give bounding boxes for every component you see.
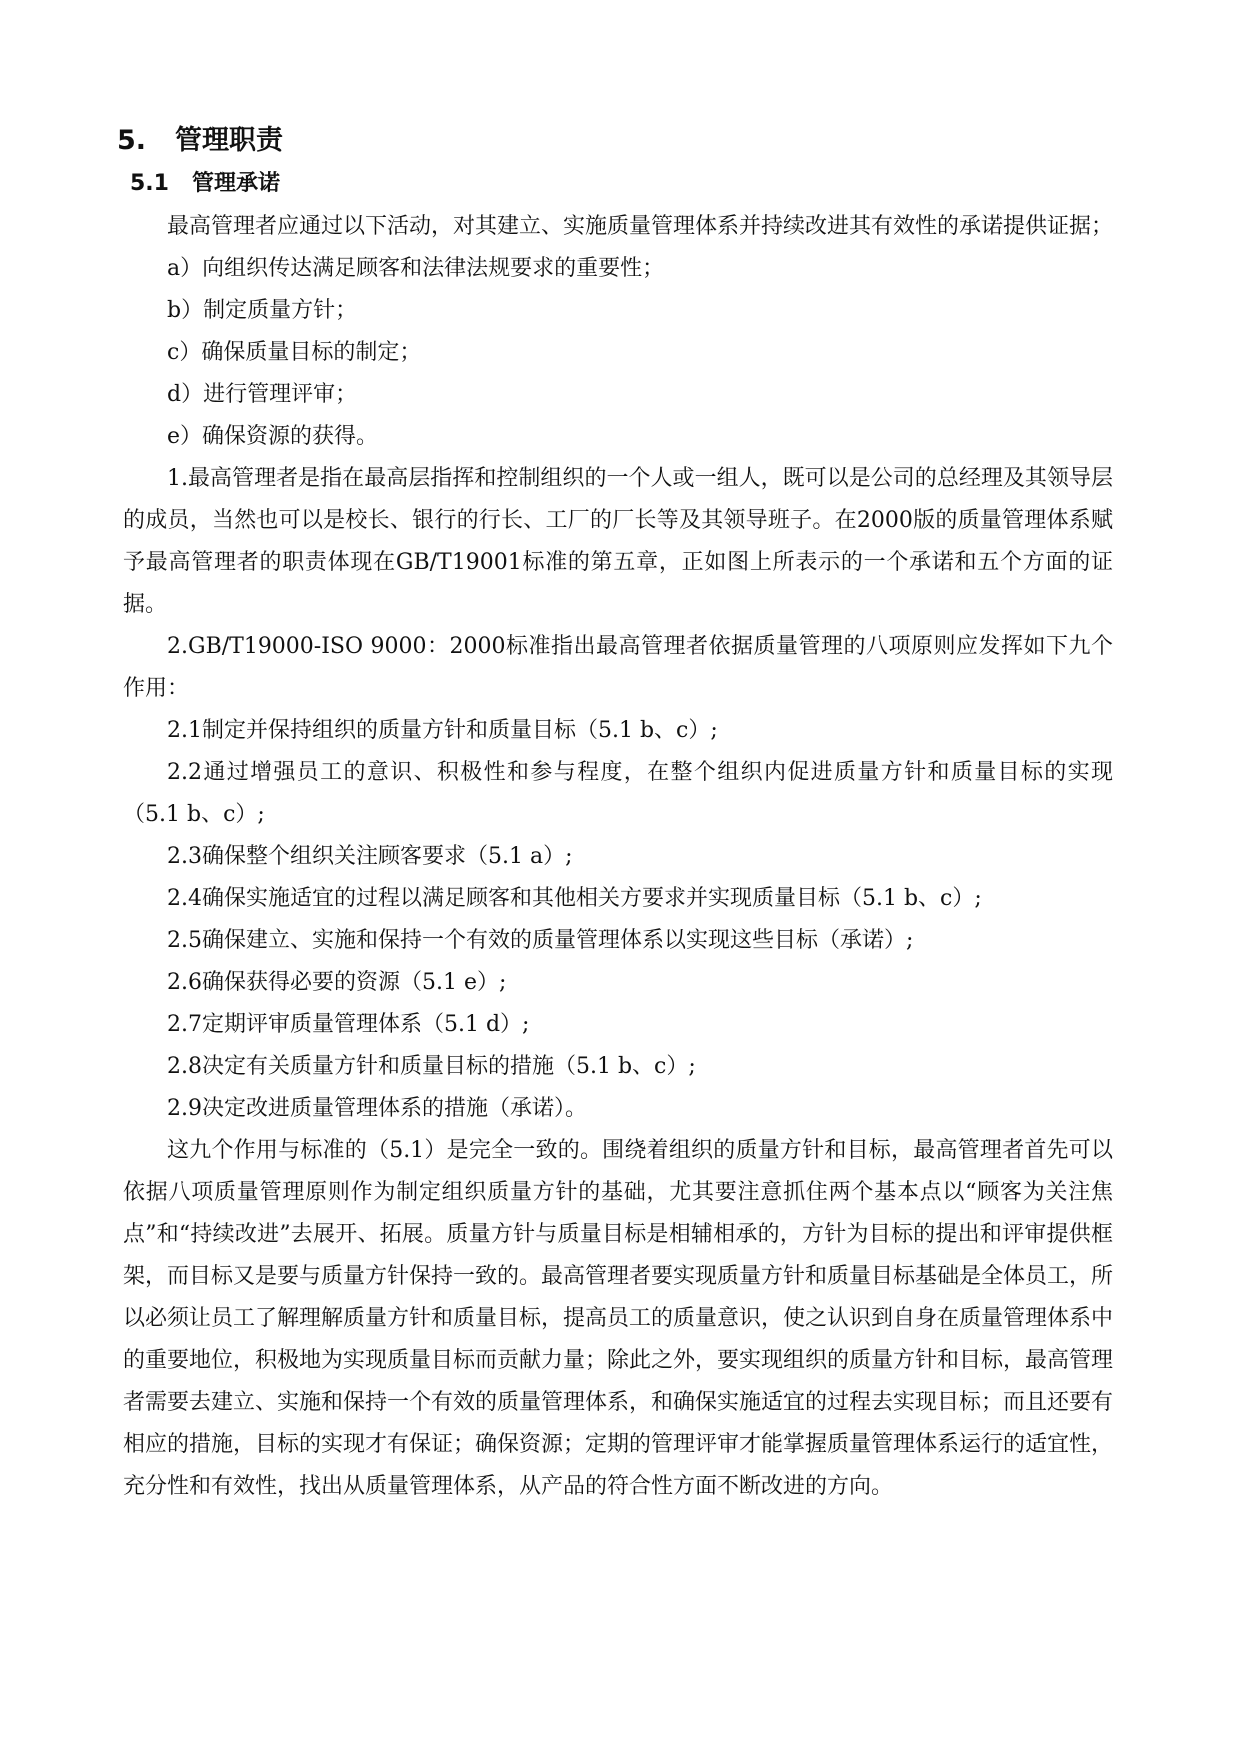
subsection-title: 管理承诺 [192, 171, 281, 196]
section-heading [117, 123, 283, 159]
conclusion-paragraph: 这九个作用与标准的（5.1）是完全一致的。围绕着组织的质量方针和目标，最高管理者首先可以依据八项质量管理原则作为制定组织质量方针的基础，尤其要注意抓住两个基本点以“顾客为关注焦点”和“持续改进”去展开、拓展。质量方针与质量目标是相辅相承的，方针为目标的提出和评审提供框架，而目标又是要与质量方针保持一致的。最高管理者要实现质量方针和质量目标基础是全体员工，所以必须让员工了解理解质量方针和质量目标，提高员工的质量意识，使之认识到自身在质量管理体系中的重要地位，积极地为实现质量目标而贡献力量；除此之外，要实现组织的质量方针和目标，最高管理者需要去建立、实施和保持一个有效的质量管理体系，和确保实施适宜的过程去实现目标；而且还要有相应的措施，目标的实现才有保证；确保资源；定期的管理评审才能掌握质量管理体系运行的适宜性，充分性和有效性，找出从质量管理体系，从产品的符合性方面不断改进的方向。 [123, 1138, 1114, 1499]
role-item-2-9: 2.9决定改进质量管理体系的措施（承诺）。 [167, 1096, 587, 1121]
intro-paragraph: 最高管理者应通过以下活动，对其建立、实施质量管理体系并持续改进其有效性的承诺提供证据； [167, 214, 1114, 239]
role-item-2-3: 2.3确保整个组织关注顾客要求（5.1 a）; [167, 844, 573, 869]
paragraph-1: 1.最高管理者是指在最高层指挥和控制组织的一个人或一组人，既可以是公司的总经理及其领导层的成员，当然也可以是校长、银行的行长、工厂的厂长等及其领导班子。在2000版的质量管理体系赋予最高管理者的职责体现在GB/T19001标准的第五章，正如图上所表示的一个承诺和五个方面的证据。 [123, 466, 1113, 617]
body-text [123, 206, 1113, 1508]
section-title: 管理职责 [175, 125, 283, 156]
list-item-a: a）向组织传达满足顾客和法律法规要求的重要性； [167, 256, 665, 281]
role-item-2-2: 2.2通过增强员工的意识、积极性和参与程度，在整个组织内促进质量方针和质量目标的实现（5.1 b、c）; [123, 760, 1113, 827]
role-item-2-6: 2.6确保获得必要的资源（5.1 e）; [167, 970, 507, 995]
list-item-c: c）确保质量目标的制定； [167, 340, 422, 365]
role-item-2-1: 2.1制定并保持组织的质量方针和质量目标（5.1 b、c）; [167, 718, 718, 743]
list-item-d: d）进行管理评审； [167, 382, 358, 407]
list-item-e: e）确保资源的获得。 [167, 424, 379, 449]
paragraph-2: 2.GB/T19000-ISO 9000：2000标准指出最高管理者依据质量管理的八项原则应发挥如下九个作用： [123, 634, 1113, 701]
section-number: 5. [117, 125, 147, 156]
subsection-heading [130, 169, 280, 199]
subsection-number: 5.1 [130, 171, 169, 196]
role-item-2-7: 2.7定期评审质量管理体系（5.1 d）; [167, 1012, 530, 1037]
list-item-b: b）制定质量方针； [167, 298, 358, 323]
role-item-2-4: 2.4确保实施适宜的过程以满足顾客和其他相关方要求并实现质量目标（5.1 b、c）; [167, 886, 982, 911]
role-item-2-5: 2.5确保建立、实施和保持一个有效的质量管理体系以实现这些目标（承诺）; [167, 928, 914, 953]
role-item-2-8: 2.8决定有关质量方针和质量目标的措施（5.1 b、c）; [167, 1054, 696, 1079]
